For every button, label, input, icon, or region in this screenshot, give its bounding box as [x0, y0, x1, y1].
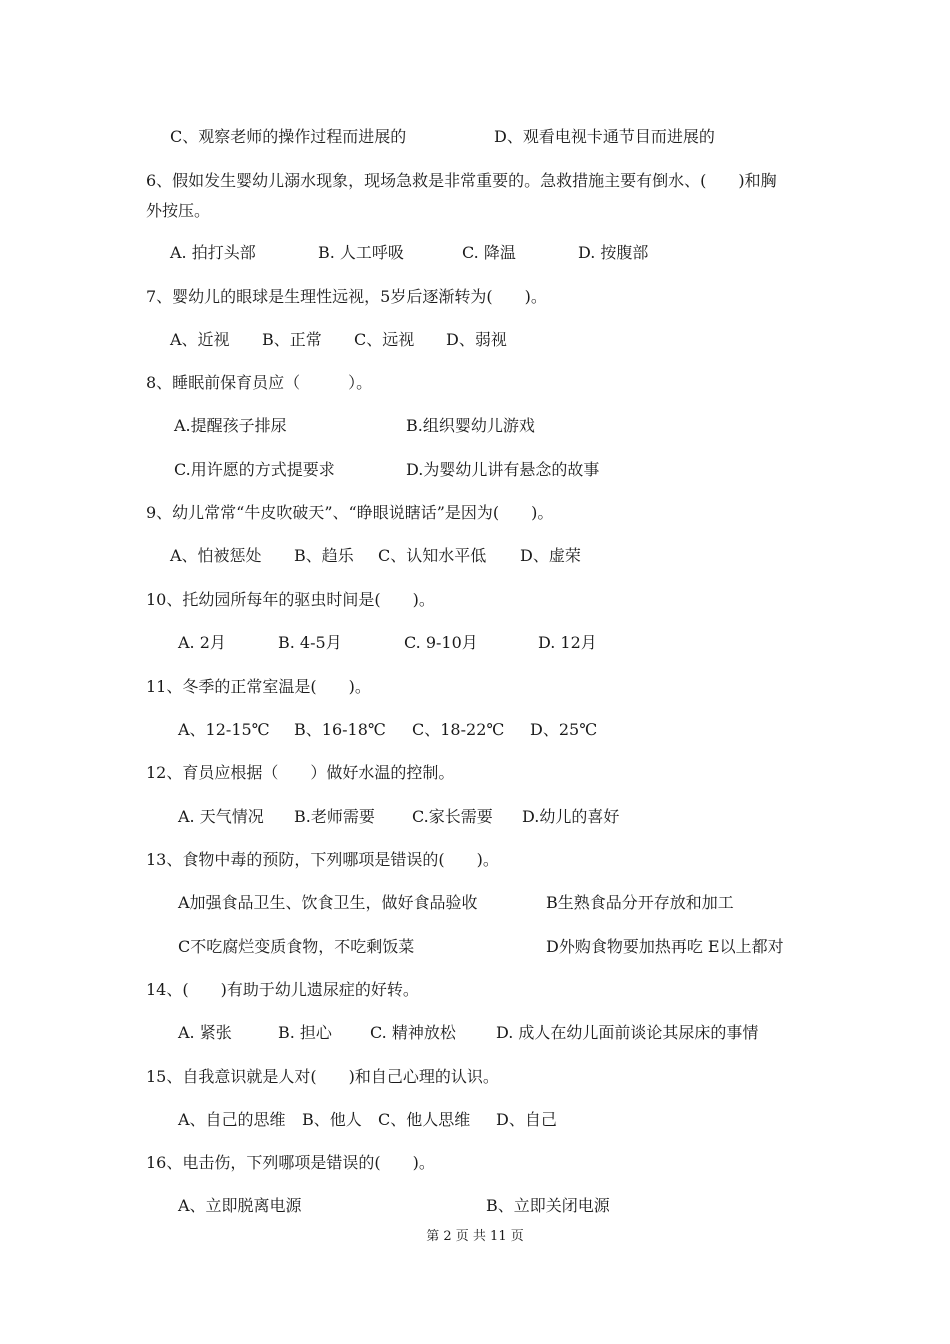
text-line: D外购食物要加热再吃 E以上都对 — [546, 937, 784, 956]
text-line: 13、食物中毒的预防，下列哪项是错误的( )。 — [146, 850, 499, 869]
text-line: D、弱视 — [446, 330, 507, 349]
text-line: A、立即脱离电源 — [178, 1196, 302, 1215]
text-line: B、16-18℃ — [294, 720, 386, 739]
text-line: 9、幼儿常常“牛皮吹破天”、“睁眼说瞎话”是因为( )。 — [146, 503, 554, 522]
text-line: 8、睡眠前保育员应（ ）。 — [146, 373, 373, 392]
text-line: 10、托幼园所每年的驱虫时间是( )。 — [146, 590, 435, 609]
page-number: 第 2 页 共 11 页 — [426, 1229, 524, 1244]
text-line: D.为婴幼儿讲有悬念的故事 — [406, 460, 600, 479]
text-line: A、自己的思维 — [178, 1110, 286, 1129]
text-line: A. 2月 — [178, 633, 226, 652]
text-line: 16、电击伤，下列哪项是错误的( )。 — [146, 1153, 435, 1172]
text-line: 6、假如发生婴幼儿溺水现象，现场急救是非常重要的。急救措施主要有倒水、( )和胸 — [146, 171, 777, 190]
text-line: 外按压。 — [146, 201, 211, 220]
text-line: A加强食品卫生、饮食卫生，做好食品验收 — [178, 893, 478, 912]
text-line: B. 4-5月 — [278, 633, 342, 652]
text-line: B. 担心 — [278, 1023, 332, 1042]
text-line: C、观察老师的操作过程而进展的 — [170, 127, 407, 146]
text-line: A、怕被惩处 — [170, 546, 262, 565]
text-line: B、趋乐 — [294, 546, 354, 565]
text-line: C、认知水平低 — [378, 546, 487, 565]
text-line: 7、婴幼儿的眼球是生理性远视，5岁后逐渐转为( )。 — [146, 287, 547, 306]
text-line: C. 降温 — [462, 243, 516, 262]
text-line: A. 拍打头部 — [170, 243, 256, 262]
text-line: D. 12月 — [538, 633, 597, 652]
text-line: B、他人 — [302, 1110, 362, 1129]
text-line: 12、育员应根据（ ）做好水温的控制。 — [146, 763, 455, 782]
text-line: A.提醒孩子排尿 — [174, 416, 287, 435]
text-line: B. 人工呼吸 — [318, 243, 404, 262]
text-line: D、自己 — [496, 1110, 557, 1129]
text-line: D、虚荣 — [520, 546, 581, 565]
text-line: 15、自我意识就是人对( )和自己心理的认识。 — [146, 1067, 499, 1086]
text-line: A. 天气情况 — [178, 807, 264, 826]
text-line: C、18-22℃ — [412, 720, 505, 739]
text-line: 11、冬季的正常室温是( )。 — [146, 677, 371, 696]
text-line: B、立即关闭电源 — [486, 1196, 610, 1215]
text-line: C、远视 — [354, 330, 415, 349]
text-line: A. 紧张 — [178, 1023, 232, 1042]
text-line: C. 精神放松 — [370, 1023, 456, 1042]
text-line: B.组织婴幼儿游戏 — [406, 416, 535, 435]
text-line: C不吃腐烂变质食物，不吃剩饭菜 — [178, 937, 415, 956]
text-line: C.用许愿的方式提要求 — [174, 460, 335, 479]
text-line: D. 成人在幼儿面前谈论其尿床的事情 — [496, 1023, 759, 1042]
text-line: A、12-15℃ — [178, 720, 270, 739]
text-line: D、25℃ — [530, 720, 598, 739]
text-line: D. 按腹部 — [578, 243, 649, 262]
text-line: B、正常 — [262, 330, 322, 349]
text-line: 14、( )有助于幼儿遗尿症的好转。 — [146, 980, 419, 999]
text-line: B.老师需要 — [294, 807, 375, 826]
text-line: C、他人思维 — [378, 1110, 471, 1129]
text-line: D.幼儿的喜好 — [522, 807, 620, 826]
text-line: A、近视 — [170, 330, 230, 349]
text-line: D、观看电视卡通节目而进展的 — [494, 127, 715, 146]
text-line: C.家长需要 — [412, 807, 493, 826]
text-line: B生熟食品分开存放和加工 — [546, 893, 734, 912]
text-line: C. 9-10月 — [404, 633, 478, 652]
